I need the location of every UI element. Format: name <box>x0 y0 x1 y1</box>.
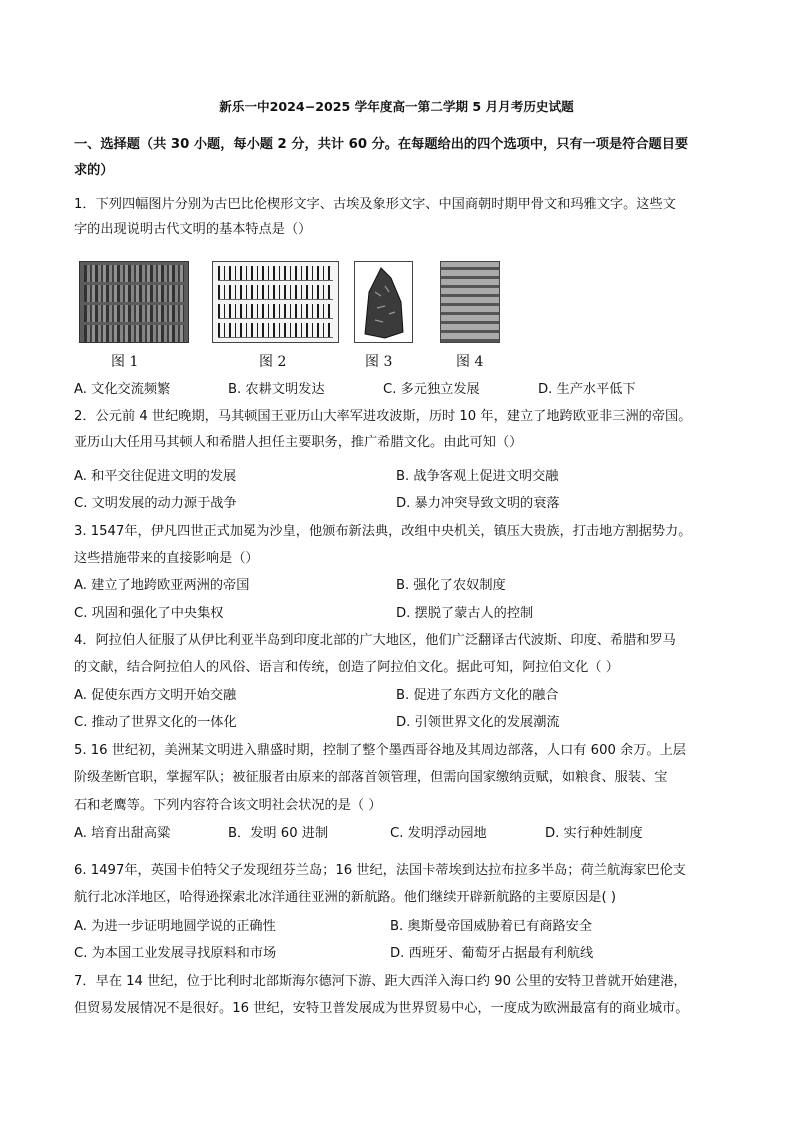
q5-stem-line-3: 石和老鹰等。下列内容符合该文明社会状况的是（ ） <box>74 798 382 813</box>
q1-option-a: A. 文化交流频繁 <box>74 382 171 397</box>
q3-option-d: D. 摆脱了蒙古人的控制 <box>396 606 534 621</box>
q3-stem-line-2: 这些措施带来的直接影响是（） <box>74 551 259 566</box>
q5-stem-line-2: 阶级垄断官职，掌握军队；被征服者由原来的部落首领管理，但需向国家缴纳贡赋，如粮食、服装、宝 <box>74 770 668 785</box>
q7-stem-line-2: 但贸易发展情况不是很好。16 世纪，安特卫普发展成为世界贸易中心，一度成为欧洲最富有的商业城市。 <box>74 1001 689 1016</box>
q4-option-b: B. 促进了东西方文化的融合 <box>396 688 559 703</box>
figure-caption-3: 图 3 <box>365 354 393 370</box>
q3-option-b: B. 强化了农奴制度 <box>396 578 506 593</box>
oracle-bone-image <box>354 261 413 343</box>
q2-option-a: A. 和平交往促进文明的发展 <box>74 469 237 484</box>
q1-option-c: C. 多元独立发展 <box>383 382 480 397</box>
q6-stem-line-1: 6. 1497年，英国卡伯特父子发现纽芬兰岛；16 世纪，法国卡蒂埃到达拉布拉多半岛；荷兰航海家巴伦支 <box>74 863 686 878</box>
q6-option-c: C. 为本国工业发展寻找原料和市场 <box>74 946 277 961</box>
q3-stem-line-1: 3. 1547年，伊凡四世正式加冕为沙皇，他颁布新法典，改组中央机关，镇压大贵族，打击地方割据势力。 <box>74 524 692 539</box>
maya-glyph-image <box>440 261 500 343</box>
q1-stem-line-1: 1．下列四幅图片分别为古巴比伦楔形文字、古埃及象形文字、中国商朝时期甲骨文和玛雅文字。这些文 <box>74 197 676 212</box>
q4-stem-line-2: 的文献，结合阿拉伯人的风俗、语言和传统，创造了阿拉伯文化。据此可知，阿拉伯文化（ ） <box>74 660 619 675</box>
q1-option-d: D. 生产水平低下 <box>538 382 636 397</box>
q5-option-b: B．发明 60 进制 <box>228 826 329 841</box>
figure-caption-1: 图 1 <box>111 354 139 370</box>
section-heading-line-1: 一、选择题（共 30 小题，每小题 2 分，共计 60 分。在每题给出的四个选项中，只有一项是符合题目要 <box>74 137 689 152</box>
figure-caption-4: 图 4 <box>456 354 484 370</box>
page-title: 新乐一中2024−2025 学年度高一第二学期 5 月月考历史试题 <box>219 99 574 114</box>
q3-option-a: A. 建立了地跨欧亚两洲的帝国 <box>74 578 250 593</box>
q4-option-a: A. 促使东西方文明开始交融 <box>74 688 237 703</box>
q6-option-d: D. 西班牙、葡萄牙占据最有利航线 <box>390 946 594 961</box>
q4-option-d: D. 引领世界文化的发展潮流 <box>396 715 560 730</box>
q5-stem-line-1: 5. 16 世纪初，美洲某文明进入鼎盛时期，控制了整个墨西哥谷地及其周边部落，人口有 600 余万。上层 <box>74 743 686 758</box>
q1-option-b: B. 农耕文明发达 <box>228 382 325 397</box>
q5-option-d: D. 实行种姓制度 <box>545 826 643 841</box>
q5-option-a: A. 培育出甜高粱 <box>74 826 171 841</box>
q4-option-c: C. 推动了世界文化的一体化 <box>74 715 237 730</box>
q6-option-a: A. 为进一步证明地圆学说的正确性 <box>74 919 276 934</box>
q2-option-c: C. 文明发展的动力源于战争 <box>74 496 237 511</box>
q5-option-c: C. 发明浮动园地 <box>390 826 487 841</box>
section-heading-line-2: 求的） <box>74 163 114 178</box>
q6-stem-line-2: 航行北冰洋地区，哈得逊探索北冰洋通往亚洲的新航路。他们继续开辟新航路的主要原因是( ) <box>74 890 616 905</box>
cuneiform-tablet-image <box>79 261 189 343</box>
q4-stem-line-1: 4．阿拉伯人征服了从伊比利亚半岛到印度北部的广大地区，他们广泛翻译古代波斯、印度、希腊和罗马 <box>74 633 676 648</box>
q2-stem-line-2: 亚历山大任用马其顿人和希腊人担任主要职务，推广希腊文化。由此可知（） <box>74 435 523 450</box>
q7-stem-line-1: 7．早在 14 世纪，位于比利时北部斯海尔德河下游、距大西洋入海口约 90 公里的安特卫普就开始建港， <box>74 974 687 989</box>
q2-option-b: B. 战争客观上促进文明交融 <box>396 469 559 484</box>
figure-caption-2: 图 2 <box>259 354 287 370</box>
q1-stem-line-2: 字的出现说明古代文明的基本特点是（） <box>74 222 312 237</box>
hieroglyph-panel-image <box>212 261 339 343</box>
q3-option-c: C. 巩固和强化了中央集权 <box>74 606 224 621</box>
q2-stem-line-1: 2．公元前 4 世纪晚期，马其顿国王亚历山大率军进攻波斯，历时 10 年，建立了地跨欧亚非三洲的帝国。 <box>74 409 692 424</box>
q2-option-d: D. 暴力冲突导致文明的衰落 <box>396 496 560 511</box>
q6-option-b: B. 奥斯曼帝国威胁着已有商路安全 <box>390 919 593 934</box>
